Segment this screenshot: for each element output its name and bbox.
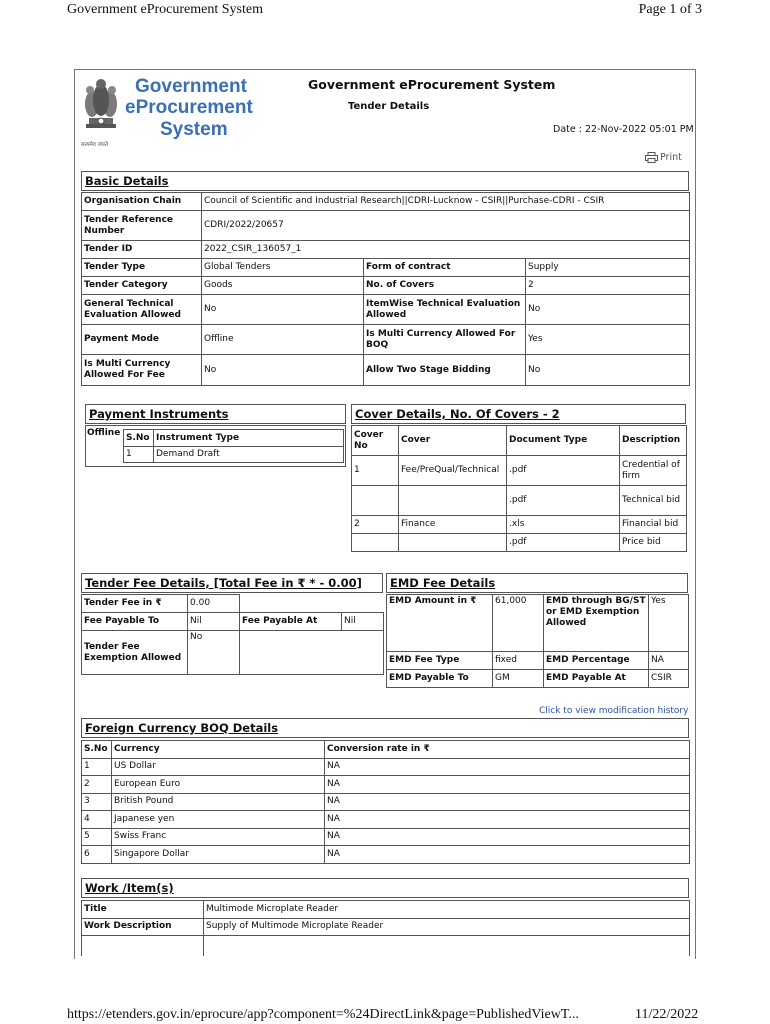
emd-amount-label: EMD Amount in ₹: [387, 595, 493, 652]
currency-sno: 6: [82, 846, 112, 864]
currency-rate: NA: [325, 758, 690, 776]
cover-description: Technical bid: [620, 486, 687, 516]
fee-exemption-label: Tender Fee Exemption Allowed: [82, 631, 188, 675]
payment-instruments-table: [123, 429, 344, 463]
multi-currency-boq-label: Is Multi Currency Allowed For BOQ: [364, 325, 526, 355]
currency-rate: NA: [325, 793, 690, 811]
emd-fee-table: [386, 594, 689, 688]
page-title: Government eProcurement System: [308, 77, 556, 92]
emd-through-label: EMD through BG/ST or EMD Exemption Allowed: [544, 595, 649, 652]
foreign-currency-heading: Foreign Currency BOQ Details: [81, 718, 689, 738]
fee-payable-to-label: Fee Payable To: [82, 613, 188, 631]
currency-sno: 1: [82, 758, 112, 776]
cover-name: [399, 486, 507, 516]
work-items-table: [81, 900, 690, 956]
payment-mode-label: Payment Mode: [82, 325, 202, 355]
foreign-currency-table: [81, 740, 690, 864]
fee-payable-to-value: Nil: [188, 613, 240, 631]
fee-payable-at-label: Fee Payable At: [240, 613, 342, 631]
work-items-heading: Work /Item(s): [81, 878, 689, 898]
logo-text-government: Government: [135, 76, 247, 97]
general-tech-eval-label: General Technical Evaluation Allowed: [82, 295, 202, 325]
currency-name: European Euro: [112, 776, 325, 794]
tender-fee-label: Tender Fee in ₹: [82, 595, 188, 613]
work-description-value: Supply of Multimode Microplate Reader: [204, 918, 690, 936]
general-tech-eval-value: No: [202, 295, 364, 325]
two-stage-bidding-label: Allow Two Stage Bidding: [364, 355, 526, 386]
no-of-covers-label: No. of Covers: [364, 277, 526, 295]
currency-sno: 4: [82, 811, 112, 829]
report-date: Date : 22-Nov-2022 05:01 PM: [553, 124, 694, 135]
org-chain-value: Council of Scientific and Industrial Research||CDRI-Lucknow - CSIR||Purchase-CDRI - CSIR: [202, 193, 690, 211]
tender-category-value: Goods: [202, 277, 364, 295]
payment-mode-offline: Offline: [87, 428, 121, 438]
currency-name: US Dollar: [112, 758, 325, 776]
col-conversion-rate: Conversion rate in ₹: [325, 741, 690, 759]
emd-payable-at-label: EMD Payable At: [544, 670, 649, 688]
currency-name: British Pound: [112, 793, 325, 811]
col-cover-no: Cover No: [352, 426, 399, 456]
tender-id-value: 2022_CSIR_136057_1: [202, 241, 690, 259]
col-instrument-type: Instrument Type: [154, 430, 344, 447]
work-description-label: Work Description: [82, 918, 204, 936]
cover-name: Fee/PreQual/Technical: [399, 456, 507, 486]
tender-type-label: Tender Type: [82, 259, 202, 277]
currency-name: Japanese yen: [112, 811, 325, 829]
emd-fee-type-label: EMD Fee Type: [387, 652, 493, 670]
cover-name: Finance: [399, 516, 507, 534]
basic-details-table: [81, 192, 690, 386]
cover-details-heading: Cover Details, No. Of Covers - 2: [351, 404, 686, 424]
basic-details-heading: Basic Details: [81, 171, 689, 191]
org-chain-label: Organisation Chain: [82, 193, 202, 211]
tender-id-label: Tender ID: [82, 241, 202, 259]
emd-fee-type-value: fixed: [493, 652, 544, 670]
print-label: Print: [660, 152, 682, 163]
currency-sno: 2: [82, 776, 112, 794]
emd-fee-heading: EMD Fee Details: [386, 573, 688, 593]
tender-category-label: Tender Category: [82, 277, 202, 295]
instrument-type: Demand Draft: [154, 447, 344, 463]
currency-rate: NA: [325, 811, 690, 829]
logo-text-system: System: [160, 119, 228, 140]
cover-details-table: [351, 425, 687, 552]
emd-through-value: Yes: [649, 595, 689, 652]
printer-icon: [645, 152, 658, 163]
form-of-contract-value: Supply: [526, 259, 690, 277]
itemwise-tech-eval-label: ItemWise Technical Evaluation Allowed: [364, 295, 526, 325]
instrument-sno: 1: [124, 447, 154, 463]
col-currency: Currency: [112, 741, 325, 759]
emd-payable-to-value: GM: [493, 670, 544, 688]
currency-sno: 5: [82, 828, 112, 846]
work-title-label: Title: [82, 901, 204, 919]
emd-amount-value: 61,000: [493, 595, 544, 652]
national-emblem-logo: [80, 72, 122, 142]
page-subtitle: Tender Details: [348, 101, 430, 112]
emd-payable-to-label: EMD Payable To: [387, 670, 493, 688]
tender-fee-table: [81, 594, 384, 675]
logo-text-eprocurement: eProcurement: [125, 97, 253, 118]
print-link[interactable]: [645, 152, 682, 163]
cover-doc-type: .pdf: [507, 456, 620, 486]
page-number: Page 1 of 3: [638, 2, 702, 17]
fee-payable-at-value: Nil: [342, 613, 384, 631]
modification-history-link[interactable]: Click to view modification history: [539, 706, 689, 716]
col-sno: S.No: [82, 741, 112, 759]
form-of-contract-label: Form of contract: [364, 259, 526, 277]
multi-currency-boq-value: Yes: [526, 325, 690, 355]
col-cover: Cover: [399, 426, 507, 456]
page-header-title: Government eProcurement System: [67, 2, 263, 17]
cover-description: Financial bid: [620, 516, 687, 534]
itemwise-tech-eval-value: No: [526, 295, 690, 325]
emd-percentage-label: EMD Percentage: [544, 652, 649, 670]
cover-no: 1: [352, 456, 399, 486]
emd-payable-at-value: CSIR: [649, 670, 689, 688]
currency-name: Swiss Franc: [112, 828, 325, 846]
footer-url: https://etenders.gov.in/eprocure/app?component=%24DirectLink&page=PublishedViewT...: [67, 1007, 579, 1022]
payment-mode-value: Offline: [202, 325, 364, 355]
col-sno: S.No: [124, 430, 154, 447]
col-description: Description: [620, 426, 687, 456]
cover-name: [399, 534, 507, 552]
emblem-motto: सत्यमेव जयते: [81, 142, 109, 148]
cover-doc-type: .xls: [507, 516, 620, 534]
footer-date: 11/22/2022: [635, 1007, 699, 1022]
multi-currency-fee-label: Is Multi Currency Allowed For Fee: [82, 355, 202, 386]
work-title-value: Multimode Microplate Reader: [204, 901, 690, 919]
tender-fee-value: 0.00: [188, 595, 240, 613]
two-stage-bidding-value: No: [526, 355, 690, 386]
cover-no: 2: [352, 516, 399, 534]
fee-exemption-value: No: [188, 631, 240, 675]
tender-type-value: Global Tenders: [202, 259, 364, 277]
payment-instruments-heading: Payment Instruments: [85, 404, 346, 424]
currency-rate: NA: [325, 828, 690, 846]
currency-sno: 3: [82, 793, 112, 811]
cover-no: [352, 534, 399, 552]
currency-name: Singapore Dollar: [112, 846, 325, 864]
no-of-covers-value: 2: [526, 277, 690, 295]
cover-no: [352, 486, 399, 516]
multi-currency-fee-value: No: [202, 355, 364, 386]
cover-doc-type: .pdf: [507, 534, 620, 552]
tender-ref-value: CDRI/2022/20657: [202, 211, 690, 241]
cover-doc-type: .pdf: [507, 486, 620, 516]
cover-description: Price bid: [620, 534, 687, 552]
tender-ref-label: Tender Reference Number: [82, 211, 202, 241]
emd-percentage-value: NA: [649, 652, 689, 670]
col-document-type: Document Type: [507, 426, 620, 456]
currency-rate: NA: [325, 776, 690, 794]
cover-description: Credential of firm: [620, 456, 687, 486]
tender-fee-heading: Tender Fee Details, [Total Fee in ₹ * - 0.00]: [81, 573, 383, 593]
currency-rate: NA: [325, 846, 690, 864]
